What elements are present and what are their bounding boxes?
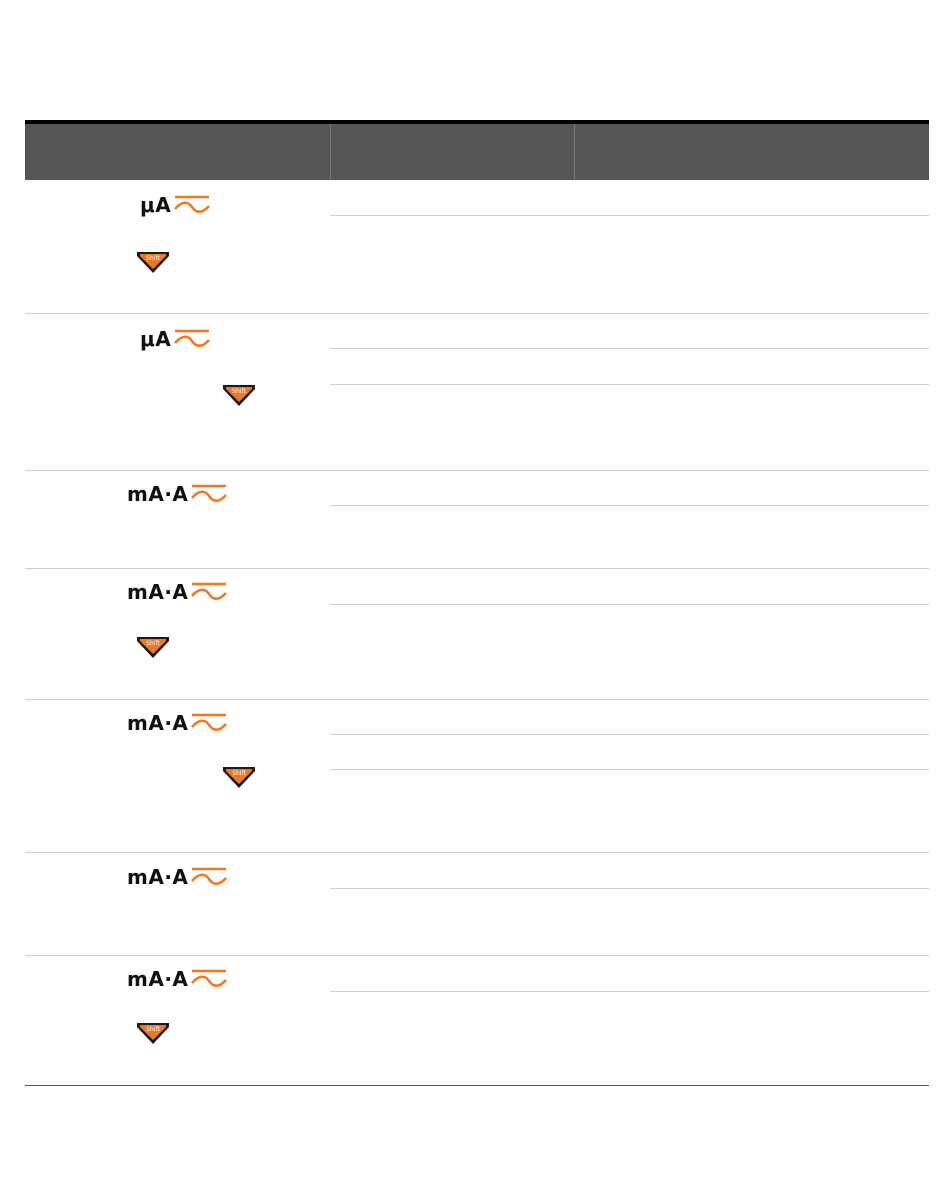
unit-label: mA·A (127, 967, 189, 991)
function-symbol (127, 967, 227, 991)
row-divider (25, 568, 929, 569)
function-symbol (140, 193, 210, 217)
unit-label: mA·A (127, 711, 189, 735)
header-divider-2 (574, 124, 575, 180)
shift-key-icon (135, 248, 171, 276)
function-symbol (127, 865, 227, 889)
shift-key-icon (135, 1019, 171, 1047)
subrow-divider (330, 991, 929, 992)
unit-label: mA·A (127, 580, 189, 604)
subrow-divider (330, 505, 929, 506)
ac-dc-symbol-icon (174, 327, 210, 351)
subrow-divider (330, 888, 929, 889)
header-divider-1 (330, 124, 331, 180)
ac-dc-symbol-icon (191, 711, 227, 735)
ac-dc-symbol-icon (191, 967, 227, 991)
function-symbol (140, 327, 210, 351)
shift-key-label: Shift (232, 388, 246, 395)
shift-key-label: Shift (146, 1026, 160, 1033)
shift-key-icon (221, 763, 257, 791)
function-symbol (127, 711, 227, 735)
ac-dc-symbol-icon (174, 193, 210, 217)
unit-label: mA·A (127, 482, 189, 506)
subrow-divider (330, 215, 929, 216)
function-symbol (127, 580, 227, 604)
ac-dc-symbol-icon (191, 865, 227, 889)
table-bottom-rule (25, 1085, 929, 1086)
shift-key-icon (221, 381, 257, 409)
table-header (25, 124, 929, 180)
row-divider (25, 699, 929, 700)
unit-label: μA (140, 193, 172, 217)
row-divider (25, 313, 929, 314)
subrow-divider (330, 769, 929, 770)
ac-dc-symbol-icon (191, 580, 227, 604)
function-symbol (127, 482, 227, 506)
shift-key-label: Shift (146, 255, 160, 262)
shift-key-icon (135, 633, 171, 661)
shift-key-label: Shift (146, 640, 160, 647)
shift-key-label: Shift (232, 770, 246, 777)
ac-dc-symbol-icon (191, 482, 227, 506)
unit-label: mA·A (127, 865, 189, 889)
subrow-divider (330, 384, 929, 385)
subrow-divider (330, 604, 929, 605)
subrow-divider (330, 348, 929, 349)
subrow-divider (330, 734, 929, 735)
row-divider (25, 955, 929, 956)
row-divider (25, 852, 929, 853)
unit-label: μA (140, 327, 172, 351)
row-divider (25, 470, 929, 471)
